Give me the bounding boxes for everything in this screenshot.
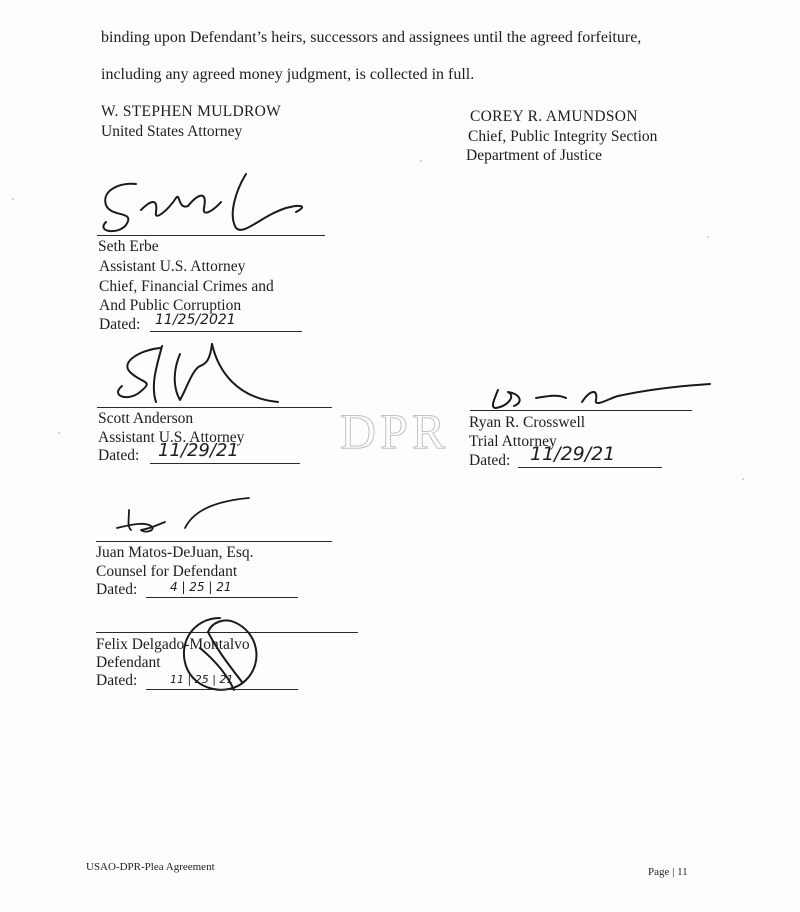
paragraph-line-2: including any agreed money judgment, is collected in full. — [101, 66, 475, 83]
doj-name: COREY R. AMUNDSON — [470, 108, 638, 125]
scan-speck — [12, 198, 14, 200]
scott-anderson-title: Assistant U.S. Attorney — [98, 429, 245, 446]
scan-speck — [58, 432, 60, 434]
us-attorney-title: United States Attorney — [101, 123, 243, 140]
paragraph-line-1: binding upon Defendant’s heirs, successors and assignees until the agreed forfeiture, — [101, 29, 642, 46]
ryan-crosswell-name: Ryan R. Crosswell — [469, 414, 586, 431]
doj-title-2: Department of Justice — [466, 147, 603, 164]
juan-matos-dejuan-signature — [115, 494, 265, 539]
juan-matos-dejuan-title: Counsel for Defendant — [96, 563, 238, 580]
scott-anderson-date-line — [150, 463, 300, 464]
felix-delgado-montalvo-dated-label: Dated: — [96, 672, 138, 689]
felix-delgado-montalvo-date-line — [146, 689, 298, 690]
scott-anderson-name: Scott Anderson — [98, 410, 194, 427]
scan-speck — [742, 478, 744, 480]
felix-delgado-montalvo-signature — [172, 608, 272, 708]
scan-speck — [707, 236, 709, 238]
footer-document-label: USAO-DPR-Plea Agreement — [86, 861, 215, 873]
seth-erbe-date-line — [150, 331, 302, 332]
seth-erbe-signature — [96, 170, 336, 245]
seth-erbe-title-1: Assistant U.S. Attorney — [99, 258, 246, 275]
scott-anderson-signature-line — [97, 407, 332, 408]
ryan-crosswell-signature-line — [470, 410, 692, 411]
us-attorney-name: W. STEPHEN MULDROW — [101, 103, 282, 120]
doj-title-1: Chief, Public Integrity Section — [468, 128, 658, 145]
ryan-crosswell-date-line — [518, 467, 662, 468]
juan-matos-dejuan-date: 4 | 25 | 21 — [170, 580, 232, 594]
scott-anderson-date: 11/29/21 — [158, 440, 239, 461]
footer-page-number: Page | 11 — [648, 866, 688, 878]
seth-erbe-title-3: And Public Corruption — [99, 297, 242, 314]
felix-delgado-montalvo-name: Felix Delgado-Montalvo — [96, 636, 250, 653]
ryan-crosswell-date: 11/29/21 — [530, 443, 616, 465]
juan-matos-dejuan-date-line — [146, 597, 298, 598]
felix-delgado-montalvo-title: Defendant — [96, 654, 161, 671]
juan-matos-dejuan-signature-line — [96, 541, 332, 542]
juan-matos-dejuan-dated-label: Dated: — [96, 581, 138, 598]
dpr-stamp: DPR — [340, 403, 450, 459]
felix-delgado-montalvo-date: 11 | 25 | 21 — [170, 673, 234, 686]
ryan-crosswell-signature — [486, 378, 716, 418]
scan-speck — [420, 160, 422, 162]
seth-erbe-signature-line — [97, 235, 325, 236]
juan-matos-dejuan-name: Juan Matos-DeJuan, Esq. — [96, 544, 254, 561]
seth-erbe-dated-label: Dated: — [99, 316, 141, 333]
scott-anderson-signature — [100, 340, 340, 410]
seth-erbe-title-2: Chief, Financial Crimes and — [99, 278, 274, 295]
scott-anderson-dated-label: Dated: — [98, 447, 140, 464]
ryan-crosswell-dated-label: Dated: — [469, 452, 511, 469]
ryan-crosswell-title: Trial Attorney — [469, 433, 557, 450]
seth-erbe-name: Seth Erbe — [98, 238, 159, 255]
seth-erbe-date: 11/25/2021 — [155, 312, 236, 328]
